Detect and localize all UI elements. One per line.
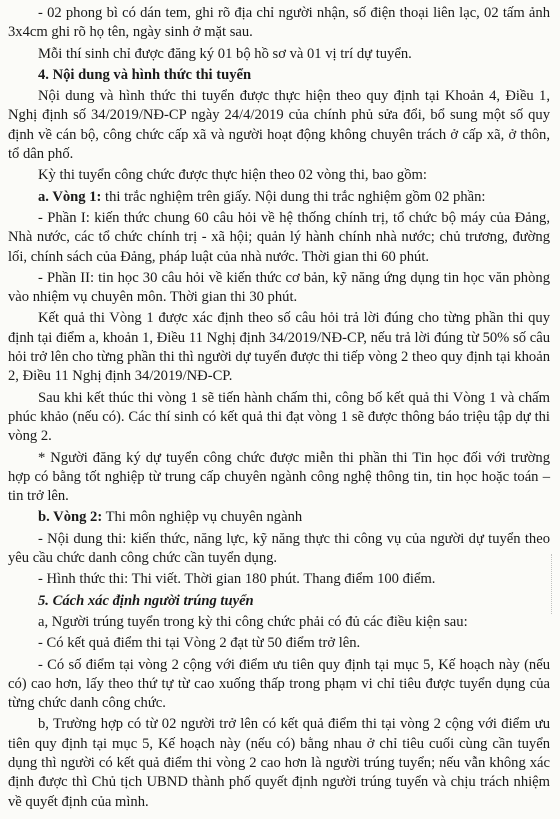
paragraph-part-2: - Phần II: tin học 30 câu hỏi về kiến thức cơ bản, kỹ năng ứng dụng tin học văn phòng vào nhiệm vụ chuyên môn. Thời gian thi 30 phút. (8, 269, 550, 306)
paragraph-one-application: Mỗi thí sinh chỉ được đăng ký 01 bộ hồ sơ và 01 vị trí dự tuyển. (38, 45, 412, 62)
paragraph-round-2-format: - Hình thức thi: Thi viết. Thời gian 180 phút. Thang điểm 100 điểm. (38, 571, 436, 588)
paragraph-tie-break: b, Trường hợp có từ 02 người trở lên có kết quả điểm thi tại vòng 2 cộng với điểm ưu tiên quy định tại mục 5, Kế hoạch này (nếu có) bằng nhau ở chỉ tiêu cuối cùng cần tuyển dụng thì người có kết quả điểm thi vòng 2 cao hơn là người trúng tuyển; nếu vẫn không xác định được thì Chủ tịch UBND thành phố quyết định người trúng tuyển và chịu trách nhiệm về quyết định của mình. (8, 716, 550, 810)
heading-section-5: 5. Cách xác định người trúng tuyển (38, 592, 254, 609)
round-2-label: b. Vòng 2: (38, 509, 103, 526)
paragraph-two-rounds: Kỳ thi tuyển công chức được thực hiện theo 02 vòng thi, bao gồm: (38, 167, 427, 184)
paragraph-exam-content: Nội dung và hình thức thi tuyển được thực hiện theo quy định tại Khoản 4, Điều 1, Nghị định số 34/2019/NĐ-CP ngày 24/4/2019 của chính phủ sửa đổi, bổ sung một số quy định về cán bộ, công chức cấp xã và người hoạt động không chuyên trách ở cấp xã, ở thôn, tổ dân phố. (8, 88, 550, 163)
paragraph-round-2 (8, 508, 550, 527)
round-2-text: Thi môn nghiệp vụ chuyên ngành (102, 509, 303, 526)
paragraph-grading: Sau khi kết thúc thi vòng 1 sẽ tiến hành chấm thi, công bố kết quả thi Vòng 1 và chấm phúc khảo (nếu có). Các thí sinh có kết quả thi đạt vòng 1 sẽ được thông báo triệu tập dự thi vòng 2. (8, 389, 550, 445)
paragraph-score-50: - Có kết quả điểm thi tại Vòng 2 đạt từ 50 điểm trở lên. (38, 635, 361, 652)
paragraph-envelope-photos: - 02 phong bì có dán tem, ghi rõ địa chỉ người nhận, số điện thoại liên lạc, 02 tấm ảnh 3x4cm ghi rõ họ tên, ngày sinh ở mặt sau. (8, 5, 550, 41)
paragraph-part-1: - Phần I: kiến thức chung 60 câu hỏi về hệ thống chính trị, tổ chức bộ máy của Đảng, Nhà nước, các tổ chức chính trị - xã hội; quản lý hành chính nhà nước; chủ trương, đường lối, chính sách của Đảng, pháp luật của nhà nước. Thời gian thi 60 phút. (8, 209, 550, 265)
paragraph-it-exemption: * Người đăng ký dự tuyển công chức được miễn thi phần thi Tin học đối với trường hợp có bằng tốt nghiệp từ trung cấp chuyên ngành công nghệ thông tin, tin học hoặc toán – tin trở lên. (8, 449, 550, 505)
round-1-label: a. Vòng 1: (38, 188, 102, 205)
paragraph-round-1 (8, 188, 550, 207)
paragraph-priority-score: - Có số điểm tại vòng 2 cộng với điểm ưu tiên quy định tại mục 5, Kế hoạch này (nếu có) cao hơn, lấy theo thứ tự từ cao xuống thấp trong phạm vi chỉ tiêu được tuyển dụng của từng chức danh công chức. (8, 656, 550, 712)
paragraph-round-2-content: - Nội dung thi: kiến thức, năng lực, kỹ năng thực thi công vụ của người dự tuyển theo yêu cầu chức danh công chức cần tuyển dụng. (8, 530, 550, 567)
paragraph-round-1-result: Kết quả thi Vòng 1 được xác định theo số câu hỏi trả lời đúng cho từng phần thi quy định tại điểm a, khoản 1, Điều 11 Nghị định 34/2019/NĐ-CP, nếu trả lời đúng từ 50% số câu hỏi trở lên cho từng phần thi thì người dự tuyển được thi tiếp vòng 2 theo quy định tại khoản 2, Điều 11 Nghị định 34/2019/NĐ-CP. (8, 310, 550, 385)
scan-edge-mark (551, 554, 558, 614)
round-1-text: thi trắc nghiệm trên giấy. Nội dung thi trắc nghiệm gồm 02 phần: (101, 188, 486, 205)
heading-section-4: 4. Nội dung và hình thức thi tuyển (38, 66, 252, 83)
paragraph-winner-conditions: a, Người trúng tuyển trong kỳ thi công chức phải có đủ các điều kiện sau: (38, 613, 468, 630)
